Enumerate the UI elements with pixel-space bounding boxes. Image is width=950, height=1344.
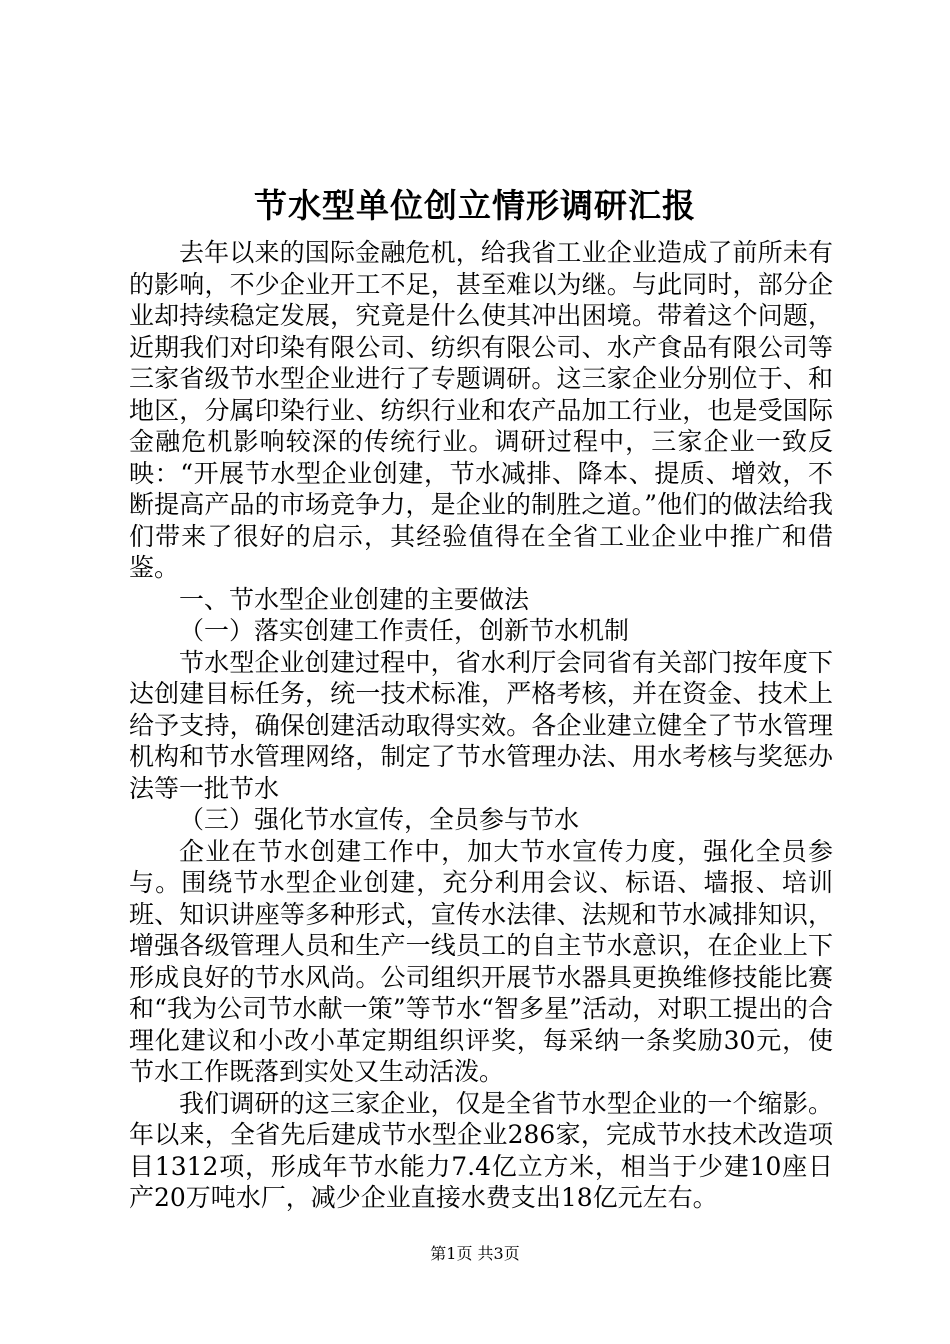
subsection-heading-3: （三）强化节水宣传，全员参与节水 <box>179 805 580 834</box>
paragraph-summary: 我们调研的这三家企业，仅是全省节水型企业的一个缩影。年以来，全省先后建成节水型企业286家，完成节水技术改造项目1312项，形成年节水能力7.4亿立方米，相当于少建10座日产20万吨水厂，减少企业直接水费支出18亿元左右。 <box>129 1088 833 1212</box>
section-heading-main-practices: 一、节水型企业创建的主要做法 <box>179 584 530 614</box>
document-title: 节水型单位创立情形调研汇报 <box>254 186 696 225</box>
paragraph-publicity: 企业在节水创建工作中，加大节水宣传力度，强化全员参与。围绕节水型企业创建，充分利用会议、标语、墙报、培训班、知识讲座等多种形式，宣传水法律、法规和节水减排知识，增强各级管理人员和生产一线员工的自主节水意识，在企业上下形成良好的节水风尚。公司组织开展节水器具更换维修技能比赛和“我为公司节水献一策”等节水“智多星”活动，对职工提出的合理化建议和小改小革定期组织评奖，每采纳一条奖励30元，使节水工作既落到实处又生动活泼。 <box>129 836 833 1086</box>
paragraph-intro: 去年以来的国际金融危机，给我省工业企业造成了前所未有的影响，不少企业开工不足，甚至难以为继。与此同时，部分企业却持续稳定发展，究竟是什么使其冲出困境。带着这个问题，近期我们对印染有限公司、纺织有限公司、水产食品有限公司等三家省级节水型企业进行了专题调研。这三家企业分别位于、和地区，分属印染行业、纺织行业和农产品加工行业，也是受国际金融危机影响较深的传统行业。调研过程中，三家企业一致反映：“开展节水型企业创建，节水减排、降本、提质、增效，不断提高产品的市场竞争力，是企业的制胜之道。”他们的做法给我们带来了很好的启示，其经验值得在全省工业企业中推广和借鉴。 <box>129 238 833 582</box>
page-number-footer: 第1页 共3页 <box>430 1244 520 1263</box>
document-body <box>129 237 833 1214</box>
subsection-heading-1: （一）落实创建工作责任，创新节水机制 <box>179 616 630 645</box>
paragraph-responsibility: 节水型企业创建过程中，省水利厅会同省有关部门按年度下达创建目标任务，统一技术标准，严格考核，并在资金、技术上给予支持，确保创建活动取得实效。各企业建立健全了节水管理机构和节水管理网络，制定了节水管理办法、用水考核与奖惩办法等一批节水 <box>129 647 833 803</box>
